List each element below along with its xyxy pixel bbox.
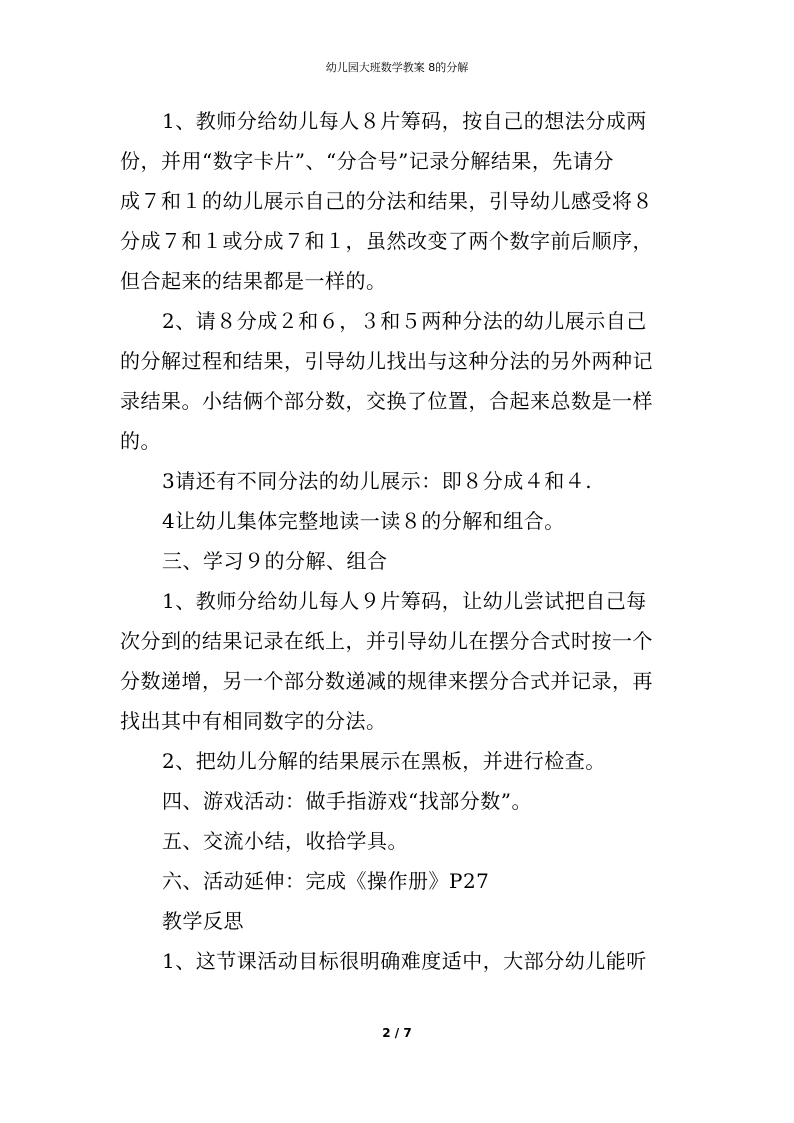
paragraph-line: 2、把幼儿分解的结果展示在黑板，并进行检查。 [162,749,606,773]
paragraph-line: 但合起来的结果都是一样的。 [120,269,387,293]
paragraph-line: 录结果。小结俩个部分数，交换了位置，合起来总数是一样 [120,389,653,413]
paragraph-line: 1、教师分给幼儿每人８片筹码，按自己的想法分成两 [162,109,647,133]
section-heading: 三、学习９的分解、组合 [162,549,388,573]
page-number: 2 / 7 [382,1026,412,1040]
paragraph-line: 4让幼儿集体完整地读一读８的分解和组合。 [162,509,565,533]
section-heading: 五、交流小结，收拾学具。 [162,829,408,853]
paragraph-line: 3请还有不同分法的幼儿展示：即８分成４和４. [162,469,593,493]
paragraph-line: 的。 [120,429,161,453]
paragraph-line: 找出其中有相同数字的分法。 [120,709,387,733]
paragraph-line: 1、这节课活动目标很明确难度适中，大部分幼儿能听 [162,949,647,973]
paragraph-line: 分成７和１或分成７和１，虽然改变了两个数字前后顺序， [120,229,653,253]
section-heading: 教学反思 [162,909,244,933]
section-heading: 四、游戏活动：做手指游戏“找部分数”。 [162,789,532,813]
paragraph-line: 1、教师分给幼儿每人９片筹码，让幼儿尝试把自己每 [162,589,647,613]
paragraph-line: 份，并用“数字卡片”、“分合号”记录分解结果，先请分 [120,149,614,173]
paragraph-line: 次分到的结果记录在纸上，并引导幼儿在摆分合式时按一个 [120,629,653,653]
section-heading: 六、活动延伸：完成《操作册》P27 [162,869,490,893]
paragraph-line: 2、请８分成２和６，３和５两种分法的幼儿展示自己 [162,309,647,333]
page-header-title: 幼儿园大班数学教案 8的分解 [325,61,469,74]
paragraph-line: 分数递增，另一个部分数递减的规律来摆分合式并记录，再 [120,669,653,693]
paragraph-line: 成７和１的幼儿展示自己的分法和结果，引导幼儿感受将８ [120,189,653,213]
paragraph-line: 的分解过程和结果，引导幼儿找出与这种分法的另外两种记 [120,349,653,373]
document-body [120,101,690,981]
